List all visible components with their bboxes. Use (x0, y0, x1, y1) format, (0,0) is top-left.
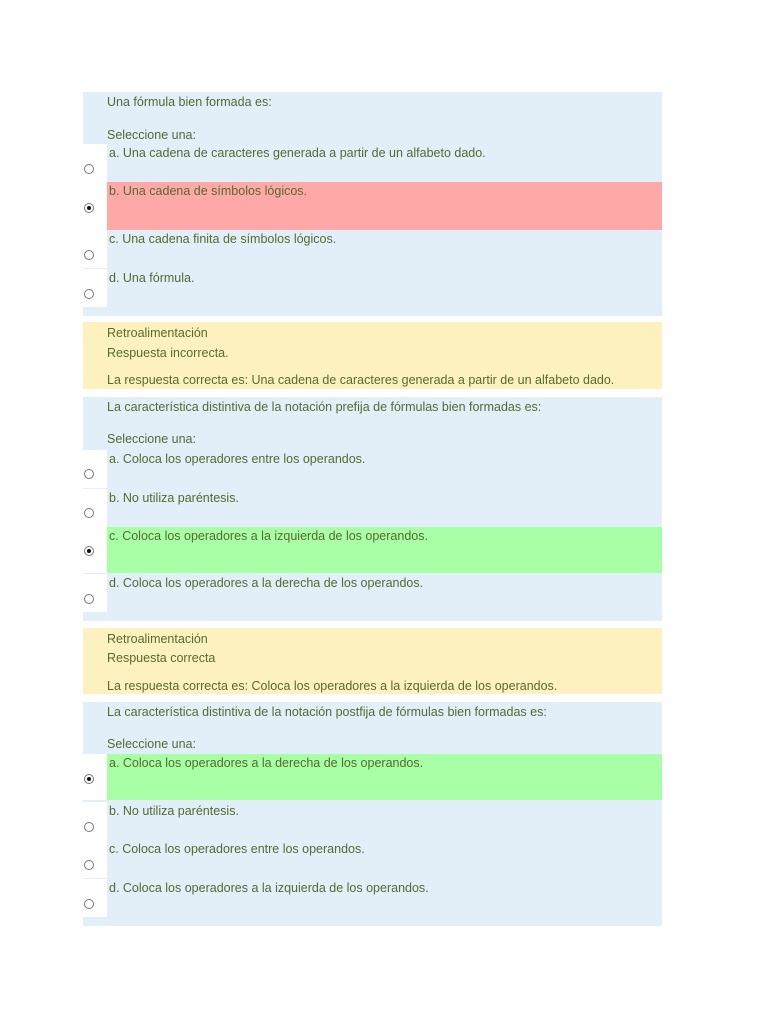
question-2-feedback (83, 628, 662, 694)
option-label: d. Una fórmula. (109, 271, 195, 285)
radio-button[interactable] (84, 469, 94, 479)
option-label: a. Coloca los operadores entre los operandos. (109, 452, 366, 466)
option-label: c. Coloca los operadores entre los operandos. (109, 842, 365, 856)
feedback-verdict: Respuesta incorrecta. (107, 346, 229, 360)
option-label: d. Coloca los operadores a la izquierda de los operandos. (109, 881, 429, 895)
question-1-option-d[interactable] (83, 269, 662, 307)
question-3-option-c[interactable] (83, 840, 662, 878)
question-1-prompt: Una fórmula bien formada es: (107, 95, 272, 109)
question-2-select-label: Seleccione una: (107, 432, 196, 446)
question-1 (83, 92, 662, 316)
option-label: b. Una cadena de símbolos lógicos. (109, 184, 308, 198)
option-label: c. Una cadena finita de símbolos lógicos. (109, 232, 337, 246)
question-2-option-b[interactable] (83, 489, 662, 527)
question-3-prompt: La característica distintiva de la notación postfija de fórmulas bien formadas es: (107, 705, 547, 719)
question-2-option-a[interactable] (83, 450, 662, 488)
question-1-feedback (83, 322, 662, 389)
option-label: c. Coloca los operadores a la izquierda de los operandos. (109, 529, 428, 543)
question-3-option-b[interactable] (83, 802, 662, 840)
radio-button[interactable] (84, 546, 94, 556)
radio-button[interactable] (84, 289, 94, 299)
question-2-option-c[interactable] (83, 527, 662, 573)
question-2-option-d[interactable] (83, 574, 662, 612)
question-3 (83, 702, 662, 926)
radio-button[interactable] (84, 899, 94, 909)
question-3-option-a[interactable] (83, 754, 662, 800)
radio-button[interactable] (84, 860, 94, 870)
question-1-option-a[interactable] (83, 144, 662, 182)
option-label: d. Coloca los operadores a la derecha de los operandos. (109, 576, 424, 590)
radio-button[interactable] (84, 774, 94, 784)
radio-button[interactable] (84, 250, 94, 260)
question-1-option-b[interactable] (83, 182, 662, 230)
question-3-select-label: Seleccione una: (107, 737, 196, 751)
radio-button[interactable] (84, 164, 94, 174)
option-label: a. Coloca los operadores a la derecha de los operandos. (109, 756, 424, 770)
feedback-verdict: Respuesta correcta (107, 651, 216, 665)
feedback-title: Retroalimentación (107, 326, 208, 340)
option-label: b. No utiliza paréntesis. (109, 804, 239, 818)
feedback-correct-answer: La respuesta correcta es: Una cadena de caracteres generada a partir de un alfabeto dado. (107, 373, 615, 387)
option-label: b. No utiliza paréntesis. (109, 491, 239, 505)
question-1-select-label: Seleccione una: (107, 128, 196, 142)
feedback-title: Retroalimentación (107, 632, 208, 646)
radio-button[interactable] (84, 508, 94, 518)
question-2-prompt: La característica distintiva de la notación prefija de fórmulas bien formadas es: (107, 400, 542, 414)
radio-button[interactable] (84, 594, 94, 604)
question-3-option-d[interactable] (83, 879, 662, 917)
radio-button[interactable] (84, 822, 94, 832)
feedback-correct-answer: La respuesta correcta es: Coloca los operadores a la izquierda de los operandos. (107, 679, 558, 693)
question-2 (83, 397, 662, 621)
question-1-option-c[interactable] (83, 230, 662, 268)
option-label: a. Una cadena de caracteres generada a partir de un alfabeto dado. (109, 146, 486, 160)
radio-button[interactable] (84, 203, 94, 213)
